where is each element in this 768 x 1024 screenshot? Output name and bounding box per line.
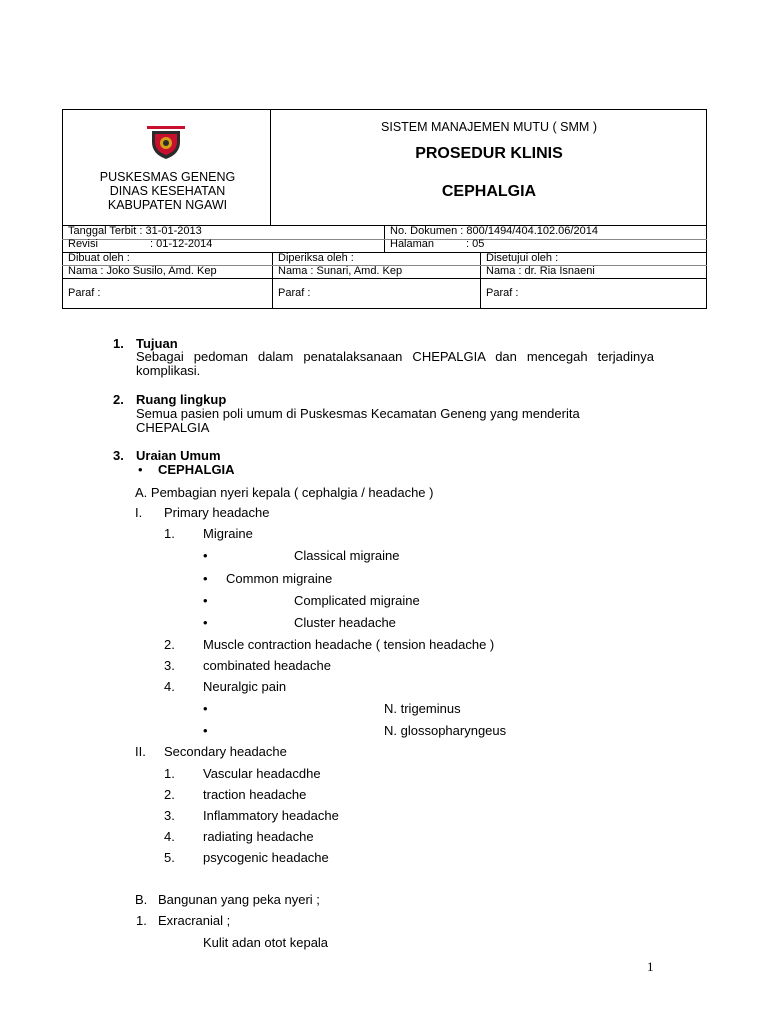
diperiksa-oleh: Diperiksa oleh :: [278, 252, 354, 264]
list-number: 1.: [164, 766, 175, 781]
halaman-label: Halaman: [390, 238, 435, 250]
section-title-uraian-umum: Uraian Umum: [136, 448, 221, 463]
section-title-ruang-lingkup: Ruang lingkup: [136, 392, 227, 407]
list-item: Vascular headacdhe: [203, 766, 321, 781]
paraf-pemeriksa: Paraf :: [278, 287, 311, 299]
org-line: DINAS KESEHATAN: [109, 184, 226, 198]
primary-headache: Primary headache: [164, 505, 270, 520]
list-item: Inflammatory headache: [203, 808, 339, 823]
bullet: •: [203, 593, 208, 608]
list-item: Kulit adan otot kepala: [203, 935, 329, 950]
header-divider: [272, 252, 273, 309]
list-item: Muscle contraction headache ( tension headache ): [203, 637, 495, 652]
paraf-penyetuju: Paraf :: [486, 287, 519, 299]
bullet: •: [203, 723, 208, 738]
emblem-logo: [146, 124, 186, 165]
list-item: Complicated migraine: [294, 593, 420, 608]
dibuat-oleh: Dibuat oleh :: [68, 252, 130, 264]
list-item: combinated headache: [203, 658, 331, 673]
bullet: •: [203, 701, 208, 716]
section-number: 3.: [113, 448, 124, 463]
list-number: 2.: [164, 787, 175, 802]
header-row-line: [62, 252, 707, 253]
org-line: PUSKESMAS GENENG: [99, 170, 236, 184]
section-number: 2.: [113, 392, 124, 407]
ruang-lingkup-text: CHEPALGIA: [136, 420, 210, 435]
org-line: KABUPATEN NGAWI: [107, 198, 228, 212]
no-dokumen: No. Dokumen : 800/1494/404.102.06/2014: [390, 225, 598, 237]
pain-sensitive-structures-heading: Bangunan yang peka nyeri ;: [158, 892, 320, 907]
list-letter: B.: [135, 892, 148, 907]
section-title-tujuan: Tujuan: [136, 336, 178, 351]
page-number: 1: [647, 959, 654, 974]
disetujui-oleh: Disetujui oleh :: [486, 252, 559, 264]
list-item: Common migraine: [226, 571, 333, 586]
bullet: •: [203, 571, 208, 586]
list-number: 1.: [136, 913, 147, 928]
list-item: Migraine: [203, 526, 253, 541]
header-divider: [270, 109, 271, 225]
list-item: N. glossopharyngeus: [384, 723, 507, 738]
list-number: 5.: [164, 850, 175, 865]
tanggal-terbit: Tanggal Terbit : 31-01-2013: [68, 225, 202, 237]
roman-numeral: II.: [135, 744, 146, 759]
organization-name: [70, 170, 265, 212]
list-item: radiating headache: [203, 829, 314, 844]
list-item: Exracranial ;: [158, 913, 231, 928]
list-item: Neuralgic pain: [203, 679, 287, 694]
secondary-headache: Secondary headache: [164, 744, 287, 759]
list-number: 4.: [164, 679, 175, 694]
list-number: 1.: [164, 526, 175, 541]
system-name: SISTEM MANAJEMEN MUTU ( SMM ): [381, 120, 597, 134]
list-item: Cluster headache: [294, 615, 396, 630]
bullet: •: [203, 615, 208, 630]
nama-penyetuju: Nama : dr. Ria Isnaeni: [486, 265, 595, 277]
classification-heading: A. Pembagian nyeri kepala ( cephalgia / headache ): [135, 485, 434, 500]
paraf-pembuat: Paraf :: [68, 287, 101, 299]
nama-pemeriksa: Nama : Sunari, Amd. Kep: [278, 265, 403, 277]
tujuan-text: Sebagai pedoman dalam penatalaksanaan CHEPALGIA dan mencegah terjadinya komplikasi.: [136, 349, 654, 378]
halaman-value: : 05: [466, 238, 485, 250]
section-number: 1.: [113, 336, 124, 351]
list-number: 3.: [164, 658, 175, 673]
revisi-value: : 01-12-2014: [150, 238, 213, 250]
list-item: N. trigeminus: [384, 701, 461, 716]
list-item: Classical migraine: [294, 548, 400, 563]
list-item: traction headache: [203, 787, 307, 802]
bullet: •: [203, 548, 208, 563]
ruang-lingkup-text: Semua pasien poli umum di Puskesmas Kecamatan Geneng yang menderita: [136, 406, 580, 421]
list-number: 4.: [164, 829, 175, 844]
nama-pembuat: Nama : Joko Susilo, Amd. Kep: [68, 265, 217, 277]
header-divider: [480, 252, 481, 309]
list-number: 3.: [164, 808, 175, 823]
list-number: 2.: [164, 637, 175, 652]
revisi-label: Revisi: [68, 238, 98, 250]
document-type: PROSEDUR KLINIS: [415, 145, 563, 162]
list-item: psycogenic headache: [203, 850, 329, 865]
cephalgia-heading: CEPHALGIA: [158, 462, 235, 477]
header-row-line: [62, 278, 707, 279]
bullet: •: [138, 462, 143, 477]
document-title: CEPHALGIA: [441, 183, 537, 200]
roman-numeral: I.: [135, 505, 143, 520]
